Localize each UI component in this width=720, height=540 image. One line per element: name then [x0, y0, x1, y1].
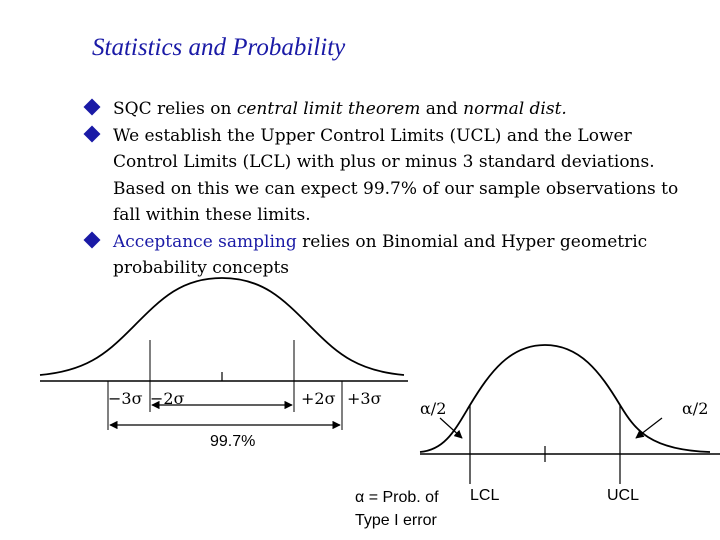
- slide-title: Statistics and Probability: [92, 34, 346, 61]
- minus-2-sigma-label: −2σ: [150, 389, 185, 408]
- coverage-label: 99.7%: [210, 433, 256, 450]
- alpha-right-arrow: [636, 418, 662, 438]
- bullet-text-part: and: [420, 99, 464, 119]
- minus-3-sigma-label: −3σ: [108, 389, 143, 408]
- bullet-text-part: SQC relies on: [113, 99, 237, 119]
- left-bell-curve: [40, 278, 404, 375]
- ucl-label: UCL: [607, 487, 640, 504]
- normal-dist-text: normal dist.: [463, 99, 567, 119]
- right-normal-curve-figure: [355, 345, 720, 529]
- alpha-definition-line-1: α = Prob. of: [355, 489, 439, 506]
- alpha-left-label: α/2: [420, 399, 447, 418]
- central-limit-theorem-text: central limit theorem: [236, 99, 421, 119]
- alpha-right-label: α/2: [682, 399, 709, 418]
- plus-2-sigma-label: +2σ: [301, 389, 336, 408]
- alpha-definition-line-2: Type I error: [355, 512, 437, 529]
- bullet-text-part: relies on Binomial and Hyper geometric probability concepts: [113, 231, 648, 278]
- plus-3-sigma-label: +3σ: [347, 389, 382, 408]
- acceptance-sampling-link[interactable]: Acceptance sampling: [113, 231, 297, 252]
- lcl-label: LCL: [470, 487, 500, 504]
- bullet-text: We establish the Upper Control Limits (UCL) and the Lower Control Limits (LCL) with plus or minus 3 standard deviations. Based on this we can expect 99.7% of our sample observations to fall within these limits.: [113, 125, 679, 225]
- left-normal-curve-figure: [40, 278, 408, 450]
- right-bell-curve: [420, 345, 710, 452]
